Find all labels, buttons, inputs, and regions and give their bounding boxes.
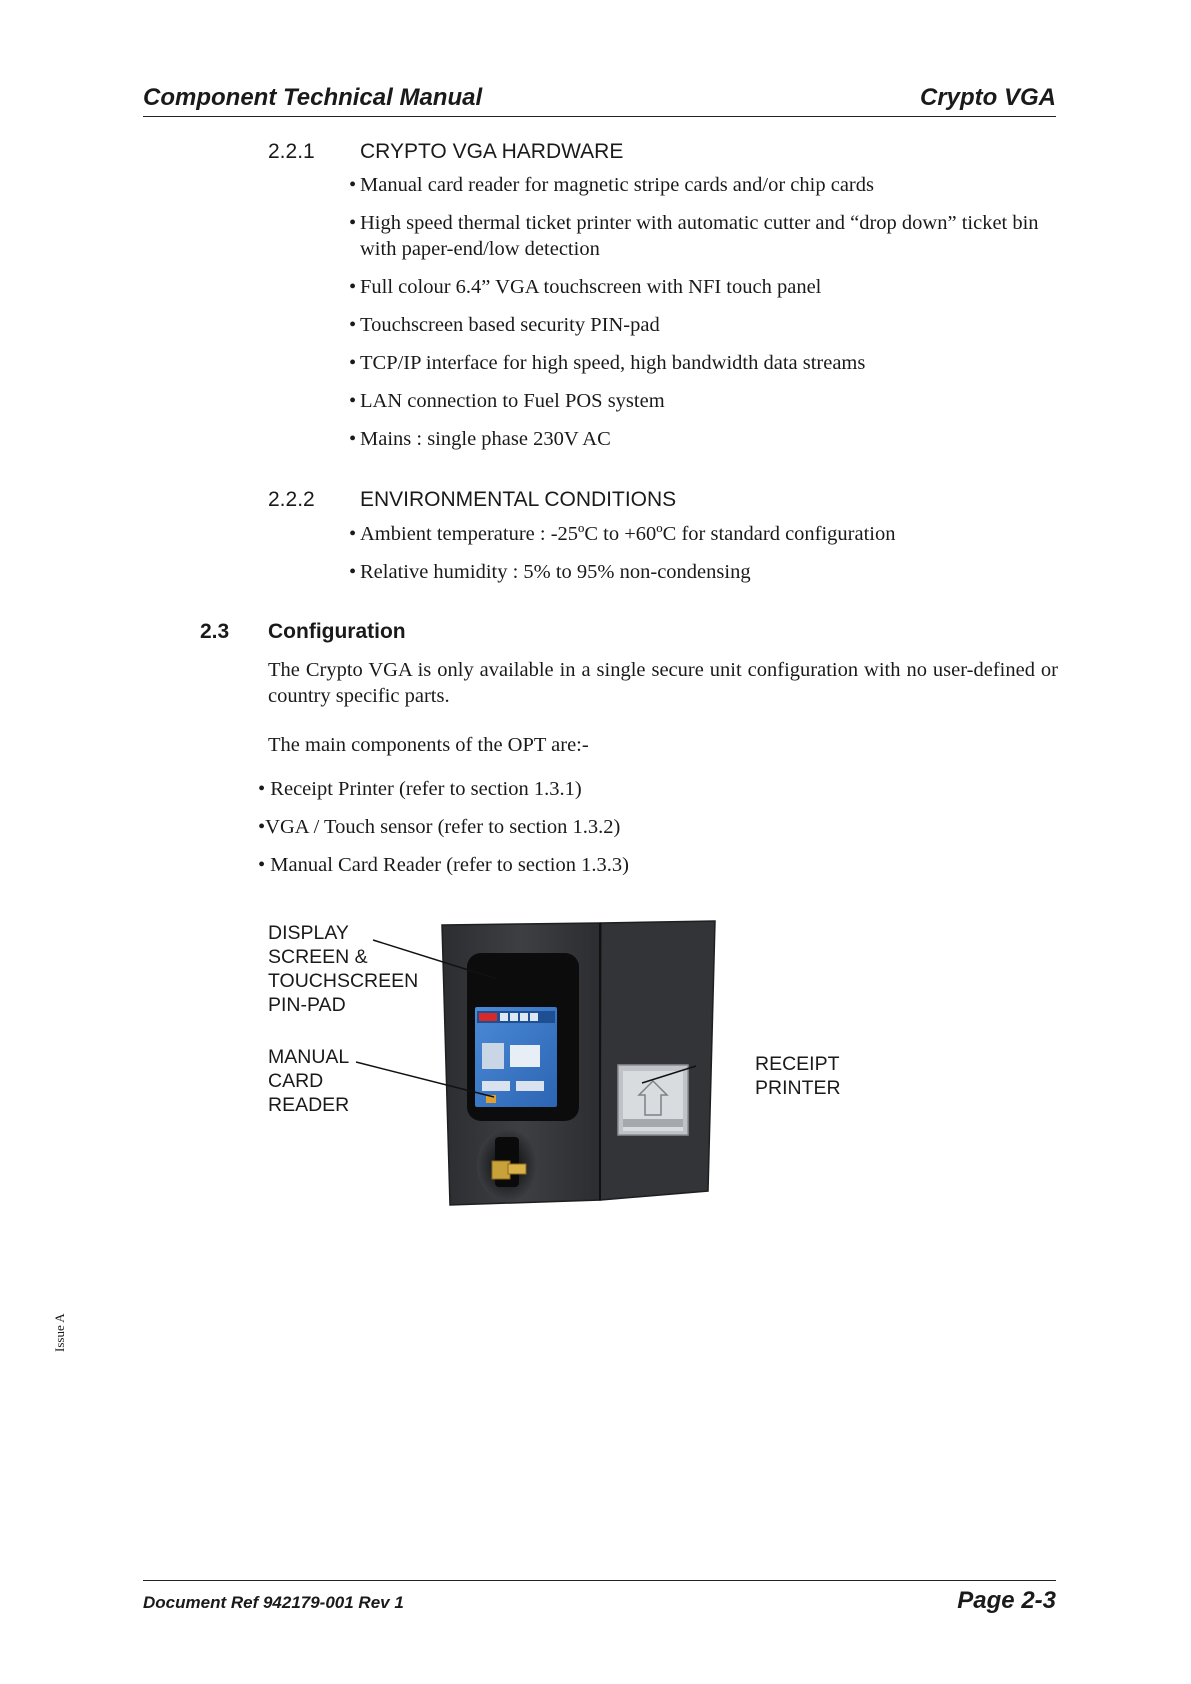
environment-list	[349, 521, 1059, 597]
list-item: • Receipt Printer (refer to section 1.3.1)	[258, 778, 582, 800]
list-item: • Relative humidity : 5% to 95% non-condensing	[349, 559, 1059, 585]
list-item: • TCP/IP interface for high speed, high bandwidth data streams	[349, 350, 1059, 376]
section-2-3-number: 2.3	[200, 620, 230, 643]
header-product-name: Crypto VGA	[919, 84, 1056, 111]
terminal-figure	[260, 915, 860, 1215]
list-item: • Full colour 6.4” VGA touchscreen with NFI touch panel	[349, 274, 1059, 300]
page-number: Page 2-3	[957, 1587, 1056, 1614]
hardware-list	[349, 172, 1059, 464]
section-2-3-title: Configuration	[268, 620, 406, 643]
section-2-2-2-title: ENVIRONMENTAL CONDITIONS	[360, 488, 677, 511]
list-item: •VGA / Touch sensor (refer to section 1.3.2)	[258, 816, 621, 838]
section-2-2-1-number: 2.2.1	[268, 140, 315, 163]
configuration-paragraph: The Crypto VGA is only available in a single secure unit configuration with no user-defined or country specific parts.	[268, 659, 1058, 707]
display-screen-label: DISPLAY SCREEN & TOUCHSCREEN PIN-PAD	[268, 922, 419, 1016]
list-item: • High speed thermal ticket printer with automatic cutter and “drop down” ticket bin with paper-end/low detection	[349, 210, 1059, 262]
section-2-2-2-number: 2.2.2	[268, 488, 315, 511]
card-reader-label: MANUAL CARD READER	[268, 1046, 350, 1116]
header-manual-title: Component Technical Manual	[143, 84, 483, 111]
list-item: • LAN connection to Fuel POS system	[349, 388, 1059, 414]
issue-label: Issue A	[52, 1313, 67, 1352]
card-reader	[477, 1129, 537, 1201]
list-item: • Manual card reader for magnetic stripe cards and/or chip cards	[349, 172, 1059, 198]
document-reference: Document Ref 942179-001 Rev 1	[143, 1593, 404, 1612]
components-intro: The main components of the OPT are:-	[268, 734, 589, 756]
receipt-printer-label: RECEIPT PRINTER	[755, 1053, 841, 1099]
section-2-2-1-title: CRYPTO VGA HARDWARE	[360, 140, 624, 163]
list-item: • Ambient temperature : -25ºC to +60ºC for standard configuration	[349, 521, 1059, 547]
page-footer	[143, 1580, 1056, 1621]
list-item: • Manual Card Reader (refer to section 1.3.3)	[258, 854, 629, 876]
list-item: • Touchscreen based security PIN-pad	[349, 312, 1059, 338]
receipt-printer-slot	[618, 1065, 688, 1135]
page-header	[143, 84, 1056, 117]
display-screen	[475, 1007, 557, 1107]
components-list	[258, 776, 629, 890]
list-item: • Mains : single phase 230V AC	[349, 426, 1059, 452]
